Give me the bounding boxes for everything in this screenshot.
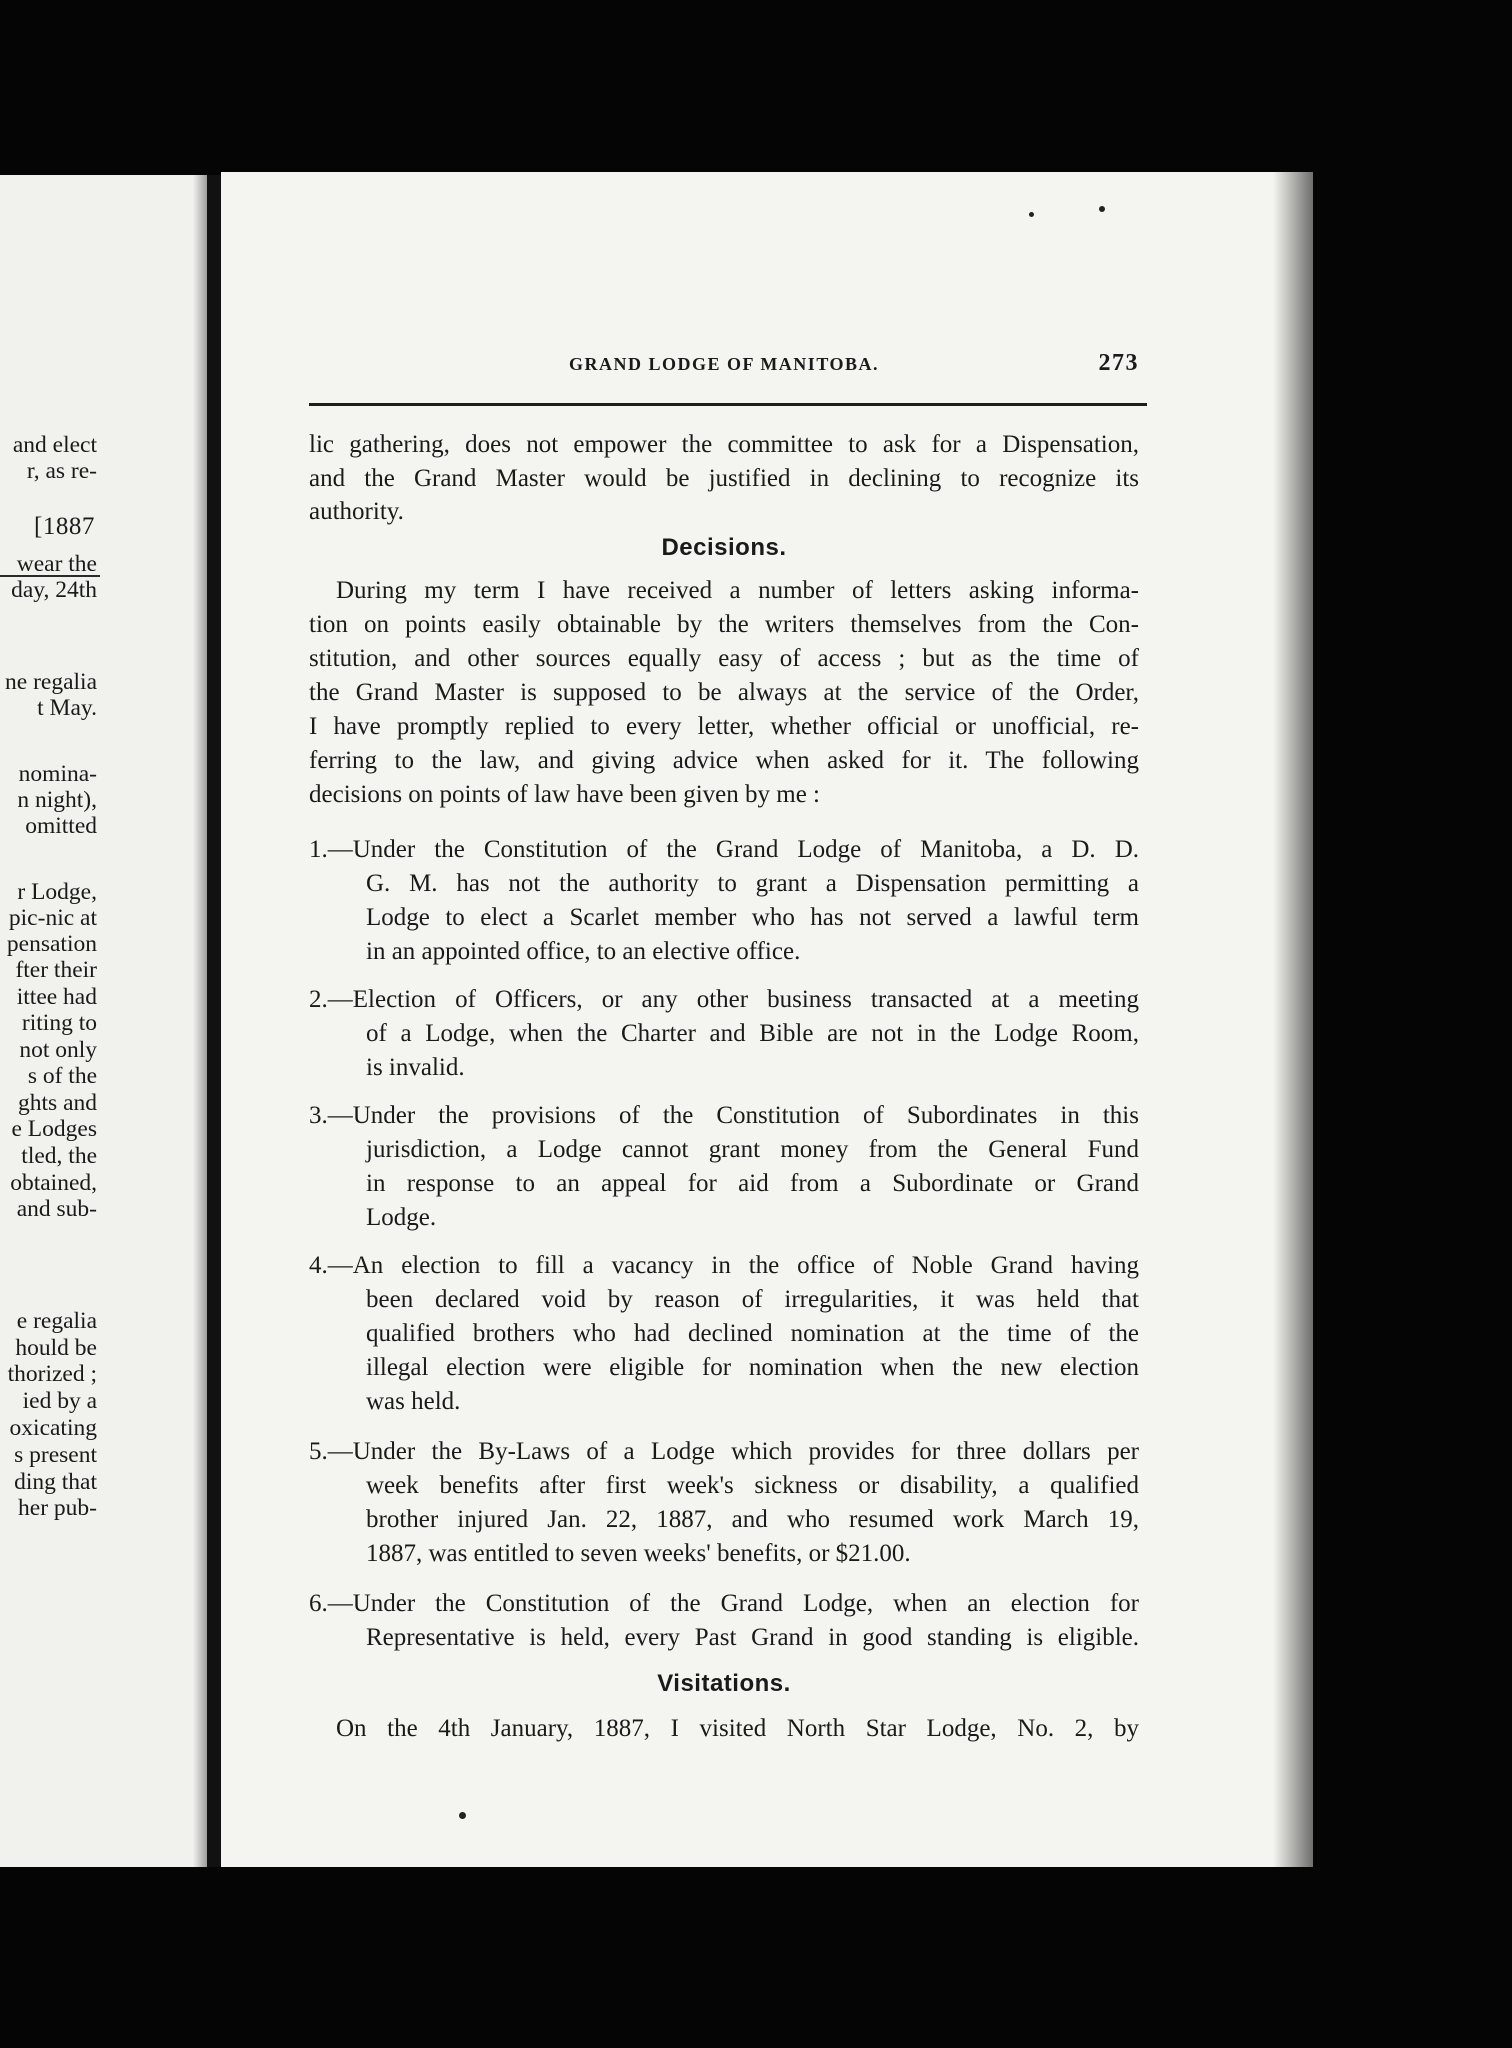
left-fragment: not only <box>19 1037 97 1063</box>
right-main-page <box>221 172 1313 1867</box>
intro-line: stitution, and other sources equally easy of access ; but as the time of <box>309 645 1139 672</box>
left-page-year-marker: [1887 <box>34 513 95 540</box>
left-fragment: and sub- <box>16 1196 97 1222</box>
intro-line: I have promptly replied to every letter, whether official or unofficial, re- <box>309 713 1139 740</box>
left-fragment: obtained, <box>10 1170 97 1196</box>
visitations-line: On the 4th January, 1887, I visited North Star Lodge, No. 2, by <box>336 1715 1139 1742</box>
decision-4-line: was held. <box>366 1388 461 1415</box>
decision-2-line: is invalid. <box>366 1054 465 1081</box>
left-fragment: day, 24th <box>11 577 97 603</box>
scan-speck <box>1029 212 1034 217</box>
decision-5-line: 5.—Under the By-Laws of a Lodge which provides for three dollars per <box>309 1438 1139 1465</box>
right-page-edge-shadow <box>1273 172 1313 1867</box>
header-rule <box>309 403 1147 406</box>
page-number: 273 <box>1098 350 1139 376</box>
left-fragment: pic-nic at <box>8 905 97 931</box>
intro-line: the Grand Master is supposed to be always at the service of the Order, <box>309 679 1139 706</box>
left-fragment: s of the <box>27 1063 97 1089</box>
left-fragment: e Lodges <box>11 1116 97 1142</box>
book-gutter <box>207 175 221 1867</box>
left-fragment: ghts and <box>18 1090 97 1116</box>
decision-6-line: Representative is held, every Past Grand in good standing is eligible. <box>366 1624 1139 1651</box>
left-fragment: r, as re- <box>26 458 97 484</box>
left-fragment: t May. <box>37 695 97 721</box>
decision-5-line: brother injured Jan. 22, 1887, and who resumed work March 19, <box>366 1506 1139 1533</box>
left-fragment: and elect <box>12 432 97 458</box>
intro-line: During my term I have received a number of letters asking informa- <box>336 577 1139 604</box>
left-fragment: fter their <box>15 957 97 983</box>
left-fragment: s present <box>14 1442 97 1468</box>
left-fragment: riting to <box>21 1010 97 1036</box>
intro-line: tion on points easily obtainable by the writers themselves from the Con- <box>309 611 1139 638</box>
left-fragment: ied by a <box>22 1388 97 1414</box>
decision-3-line: 3.—Under the provisions of the Constitution of Subordinates in this <box>309 1102 1139 1129</box>
decision-3-line: Lodge. <box>366 1204 437 1231</box>
left-fragment: r Lodge, <box>17 879 97 905</box>
decision-1-line: 1.—Under the Constitution of the Grand Lodge of Manitoba, a D. D. <box>309 836 1139 863</box>
left-page-gutter-shadow <box>193 175 207 1867</box>
decision-4-line: qualified brothers who had declined nomination at the time of the <box>366 1320 1139 1347</box>
left-fragment: thorized ; <box>7 1361 97 1387</box>
decision-4-line: 4.—An election to fill a vacancy in the office of Noble Grand having <box>309 1252 1139 1279</box>
left-fragment: tled, the <box>21 1143 97 1169</box>
intro-line: ferring to the law, and giving advice when asked for it. The following <box>309 747 1139 774</box>
decision-2-line: of a Lodge, when the Charter and Bible are not in the Lodge Room, <box>366 1020 1139 1047</box>
left-fragment: pensation <box>6 931 97 957</box>
left-fragment: n night), <box>17 787 97 813</box>
left-fragment: hould be <box>15 1335 97 1361</box>
decision-5-line: week benefits after first week's sickness or disability, a qualified <box>366 1472 1139 1499</box>
left-fragment: omitted <box>25 813 97 839</box>
intro-line: decisions on points of law have been given by me : <box>309 781 820 808</box>
decision-5-line: 1887, was entitled to seven weeks' benefits, or $21.00. <box>366 1540 911 1567</box>
decision-4-line: been declared void by reason of irregularities, it was held that <box>366 1286 1139 1313</box>
left-fragment: ne regalia <box>5 669 97 695</box>
visitations-heading: Visitations. <box>657 1670 791 1697</box>
left-fragment: her pub- <box>18 1495 97 1521</box>
scan-speck <box>1099 206 1105 212</box>
running-title: GRAND LODGE OF MANITOBA. <box>568 354 880 374</box>
decision-2-line: 2.—Election of Officers, or any other business transacted at a meeting <box>309 986 1139 1013</box>
left-fragment: e regalia <box>16 1308 97 1334</box>
continuation-line: authority. <box>309 498 404 525</box>
decision-1-line: G. M. has not the authority to grant a Dispensation permitting a <box>366 870 1139 897</box>
running-head <box>309 350 1139 384</box>
decision-3-line: in response to an appeal for aid from a Subordinate or Grand <box>366 1170 1139 1197</box>
continuation-line: lic gathering, does not empower the committee to ask for a Dispensation, <box>309 431 1139 458</box>
left-fragment: wear the <box>16 551 97 577</box>
scan-speck <box>459 1812 466 1819</box>
left-fragment: oxicating <box>9 1415 97 1441</box>
decision-1-line: Lodge to elect a Scarlet member who has not served a lawful term <box>366 904 1139 931</box>
left-fragment: ittee had <box>16 984 97 1010</box>
left-fragment: ding that <box>14 1469 97 1495</box>
left-fragment: nomina- <box>18 761 97 787</box>
continuation-line: and the Grand Master would be justified in declining to recognize its <box>309 465 1139 492</box>
decision-3-line: jurisdiction, a Lodge cannot grant money from the General Fund <box>366 1136 1139 1163</box>
left-facing-page <box>0 175 207 1867</box>
decision-4-line: illegal election were eligible for nomination when the new election <box>366 1354 1139 1381</box>
decisions-heading: Decisions. <box>661 534 787 561</box>
decision-6-line: 6.—Under the Constitution of the Grand Lodge, when an election for <box>309 1590 1139 1617</box>
decision-1-line: in an appointed office, to an elective office. <box>366 938 801 965</box>
